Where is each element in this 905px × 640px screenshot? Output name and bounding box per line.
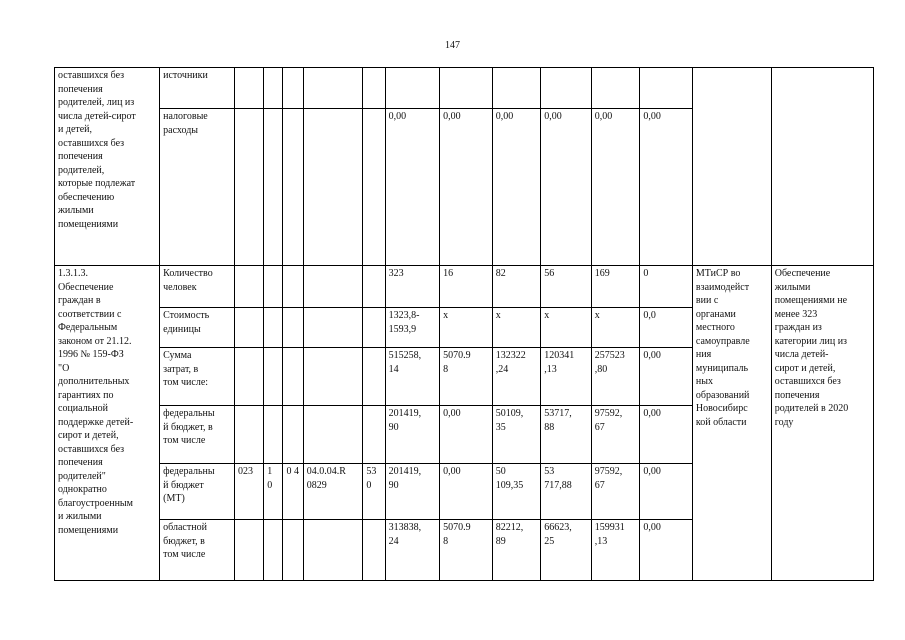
- text-line: Обеспечение: [58, 281, 114, 293]
- text-line: благоустроенным: [58, 497, 133, 509]
- code-cell: [363, 406, 385, 464]
- value-line: 0,00: [495, 111, 514, 122]
- text-line: жилыми: [774, 281, 811, 293]
- value-line: 0,00: [643, 466, 661, 477]
- code-cell: [303, 308, 363, 348]
- text-line: органами: [695, 308, 736, 320]
- value-line: 53: [544, 466, 555, 477]
- text-line: соответствии с: [58, 308, 122, 320]
- text-line: оставшихся без: [58, 137, 125, 149]
- text-line: обеспечению: [58, 191, 115, 203]
- value-line: 24: [388, 535, 399, 547]
- text-line: взаимодейст: [695, 281, 750, 293]
- text-line: образований: [695, 389, 750, 401]
- text-line: помещениями: [58, 218, 119, 230]
- value-line: ,13: [594, 535, 608, 547]
- text-line: областной: [163, 522, 207, 533]
- text-line: поддержке детей-: [58, 416, 134, 428]
- value-cell: [492, 348, 541, 406]
- value-cell: [492, 520, 541, 581]
- text-line: "О: [58, 362, 70, 374]
- code-cell: [283, 109, 303, 266]
- value-cell: [591, 348, 640, 406]
- value-cell: [591, 308, 640, 348]
- text-line: сирот и детей,: [774, 362, 836, 374]
- text-line: родителей, лиц из: [58, 97, 135, 108]
- text-line: сирот и детей,: [58, 430, 119, 441]
- text-line: однократно: [58, 484, 107, 495]
- value-cell: [591, 109, 640, 266]
- code-cell: [283, 406, 303, 464]
- text-line: том числе: [163, 549, 206, 560]
- code-cell: [283, 308, 303, 348]
- value-line: 201419,: [388, 408, 422, 419]
- value-cell: [385, 109, 440, 266]
- text-line: й бюджет: [163, 479, 204, 491]
- value-cell: [640, 348, 693, 406]
- value-line: 5070.9: [443, 350, 471, 361]
- indicator-cell: [160, 68, 235, 109]
- value-cell: [541, 464, 592, 520]
- value-cell: [591, 520, 640, 581]
- value-cell: [492, 68, 541, 109]
- value-line: ,24: [495, 363, 509, 375]
- text-line: том числе:: [163, 377, 209, 388]
- page-number: 147: [445, 40, 460, 51]
- text-line: оставшихся без: [774, 376, 841, 387]
- value-cell: [640, 464, 693, 520]
- value-line: 66623,: [544, 522, 572, 533]
- value-line: 0,00: [388, 111, 407, 122]
- result-cell: [771, 266, 873, 581]
- value-cell: [640, 308, 693, 348]
- value-line: 159931: [594, 522, 625, 533]
- value-cell: [440, 520, 493, 581]
- value-line: х: [544, 310, 550, 321]
- value-line: 0: [643, 268, 649, 279]
- text-line: самоуправле: [695, 335, 750, 347]
- value-line: 67: [594, 421, 605, 433]
- value-line: 1323,8-: [388, 310, 420, 321]
- value-line: 53717,: [544, 408, 572, 419]
- text-line: Количество: [163, 268, 213, 279]
- program-table: [54, 67, 874, 581]
- text-line: человек: [163, 281, 197, 293]
- code-cell: [283, 464, 303, 520]
- code-cell: [264, 68, 283, 109]
- value-cell: [541, 406, 592, 464]
- text-line: попечения: [58, 151, 103, 162]
- value-line: 97592,: [594, 466, 623, 477]
- code-cell: [303, 266, 363, 308]
- value-cell: [385, 406, 440, 464]
- text-line: родителей,: [58, 164, 105, 176]
- value-line: 201419,: [388, 466, 422, 477]
- value-line: 313838,: [388, 522, 422, 533]
- text-line: помещениями: [58, 524, 119, 536]
- value-cell: [440, 406, 493, 464]
- value-line: ,80: [594, 363, 608, 375]
- value-cell: [492, 464, 541, 520]
- code-cell: [234, 308, 263, 348]
- value-line: 1593,9: [388, 323, 417, 335]
- code-cell: [264, 109, 283, 266]
- text-line: налоговые: [163, 111, 208, 122]
- value-cell: [640, 406, 693, 464]
- value-cell: [640, 266, 693, 308]
- text-line: муниципаль: [695, 362, 749, 374]
- code-cell: [303, 464, 363, 520]
- text-line: й бюджет, в: [163, 421, 213, 433]
- text-line: гарантиях по: [58, 389, 114, 401]
- table-row: [55, 68, 874, 109]
- code-cell: [234, 348, 263, 406]
- indicator-cell: [160, 520, 235, 581]
- text-line: (МТ): [163, 493, 185, 504]
- text-line: категории лиц из: [774, 335, 847, 347]
- text-line: оставшихся без: [58, 70, 125, 81]
- value-cell: [640, 520, 693, 581]
- code-cell: [283, 348, 303, 406]
- text-line: вии с: [695, 295, 719, 306]
- value-cell: [492, 308, 541, 348]
- value-cell: [591, 406, 640, 464]
- value-cell: [440, 266, 493, 308]
- text-line: бюджет, в: [163, 535, 205, 547]
- text-line: граждан из: [774, 322, 822, 333]
- value-cell: [541, 68, 592, 109]
- value-line: 8: [443, 363, 449, 375]
- value-cell: [385, 348, 440, 406]
- code-cell: [363, 464, 385, 520]
- code-cell: [264, 406, 283, 464]
- value-line: 0,00: [594, 111, 613, 122]
- code-cell: [303, 68, 363, 109]
- text-line: 1996 № 159-ФЗ: [58, 349, 124, 360]
- value-cell: [492, 266, 541, 308]
- code-cell: [283, 68, 303, 109]
- executor-cell: [692, 266, 771, 581]
- code-cell: [363, 308, 385, 348]
- executor-cell: [692, 68, 771, 266]
- text-line: числа детей-: [774, 349, 829, 360]
- value-line: 132322: [495, 350, 526, 361]
- code-cell: [303, 109, 363, 266]
- text-line: году: [774, 416, 794, 428]
- code-cell: [234, 266, 263, 308]
- table-row: [55, 266, 874, 308]
- value-cell: [385, 520, 440, 581]
- code-cell: [363, 520, 385, 581]
- value-cell: [492, 406, 541, 464]
- value-line: 515258,: [388, 350, 422, 361]
- code-line: 023: [237, 466, 253, 477]
- value-line: 109,35: [495, 479, 524, 491]
- indicator-cell: [160, 406, 235, 464]
- value-line: 257523: [594, 350, 625, 361]
- text-line: родителей в 2020: [774, 403, 849, 414]
- value-line: 90: [388, 421, 399, 433]
- value-line: 97592,: [594, 408, 623, 419]
- code-cell: [363, 348, 385, 406]
- code-line: 04.0.04.R 0829: [306, 466, 346, 491]
- value-line: х: [594, 310, 600, 321]
- value-line: 89: [495, 535, 506, 547]
- value-line: 0,00: [643, 111, 661, 122]
- code-cell: [303, 406, 363, 464]
- value-line: 25: [544, 535, 555, 547]
- value-cell: [440, 348, 493, 406]
- code-cell: [264, 464, 283, 520]
- code-cell: [234, 520, 263, 581]
- code-cell: [283, 266, 303, 308]
- text-line: федеральны: [163, 408, 215, 419]
- value-line: 14: [388, 363, 399, 375]
- text-line: законом от 21.12.: [58, 335, 132, 347]
- value-line: 0,00: [443, 111, 461, 122]
- code-cell: [234, 406, 263, 464]
- text-line: 1.3.1.3.: [58, 268, 88, 279]
- code-cell: [363, 68, 385, 109]
- value-line: х: [443, 310, 449, 321]
- code-cell: [303, 520, 363, 581]
- text-line: попечения: [58, 457, 103, 468]
- text-line: которые подлежат: [58, 178, 136, 189]
- value-line: 717,88: [544, 479, 572, 491]
- code-cell: [303, 348, 363, 406]
- value-cell: [385, 266, 440, 308]
- text-line: кой области: [695, 416, 747, 428]
- text-line: попечения: [58, 83, 103, 95]
- text-line: Сумма: [163, 350, 192, 361]
- text-line: ния: [695, 349, 712, 360]
- code-cell: [363, 109, 385, 266]
- text-line: источники: [163, 70, 208, 81]
- text-line: Новосибирс: [695, 403, 748, 414]
- value-cell: [640, 68, 693, 109]
- value-line: 35: [495, 421, 506, 433]
- text-line: дополнительных: [58, 376, 130, 387]
- value-cell: [385, 68, 440, 109]
- text-line: затрат, в: [163, 363, 199, 375]
- text-line: оставшихся без: [58, 443, 125, 455]
- text-line: граждан в: [58, 295, 101, 306]
- text-line: единицы: [163, 323, 201, 335]
- value-line: 169: [594, 268, 610, 279]
- measure-name-cell: [55, 68, 160, 266]
- value-cell: [440, 308, 493, 348]
- value-line: 0,00: [544, 111, 562, 122]
- code-cell: [283, 520, 303, 581]
- indicator-cell: [160, 308, 235, 348]
- text-line: менее 323: [774, 308, 818, 320]
- code-line: 53 0: [366, 466, 377, 491]
- value-cell: [385, 308, 440, 348]
- value-line: 0,00: [643, 408, 661, 419]
- value-line: 82: [495, 268, 506, 279]
- code-cell: [234, 109, 263, 266]
- indicator-cell: [160, 464, 235, 520]
- value-line: 56: [544, 268, 555, 279]
- value-cell: [541, 348, 592, 406]
- code-cell: [264, 348, 283, 406]
- text-line: ных: [695, 376, 713, 387]
- text-line: и детей,: [58, 124, 93, 135]
- code-cell: [264, 266, 283, 308]
- text-line: том числе: [163, 435, 206, 446]
- code-cell: [264, 520, 283, 581]
- code-cell: [264, 308, 283, 348]
- code-line: 1 0: [267, 466, 273, 491]
- code-cell: [363, 266, 385, 308]
- code-line: 0 4: [286, 466, 299, 477]
- text-line: попечения: [774, 389, 820, 401]
- text-line: числа детей-сирот: [58, 110, 136, 122]
- value-cell: [541, 266, 592, 308]
- indicator-cell: [160, 348, 235, 406]
- text-line: МТиСР во: [695, 268, 741, 279]
- value-line: 90: [388, 479, 399, 491]
- value-cell: [541, 520, 592, 581]
- text-line: родителей": [58, 470, 106, 482]
- text-line: Стоимость: [163, 310, 210, 321]
- value-line: 16: [443, 268, 454, 279]
- value-line: 120341: [544, 350, 575, 361]
- result-cell: [771, 68, 873, 266]
- code-cell: [234, 68, 263, 109]
- value-line: 82212,: [495, 522, 524, 533]
- text-line: жилыми: [58, 205, 94, 216]
- value-line: 5070.9: [443, 522, 471, 533]
- indicator-cell: [160, 266, 235, 308]
- value-line: 50: [495, 466, 506, 477]
- value-line: 50109,: [495, 408, 524, 419]
- value-line: 8: [443, 535, 449, 547]
- value-cell: [492, 109, 541, 266]
- value-cell: [591, 68, 640, 109]
- value-line: 0,00: [443, 466, 461, 477]
- text-line: местного: [695, 322, 735, 333]
- text-line: социальной: [58, 403, 108, 414]
- measure-name-cell: [55, 266, 160, 581]
- value-line: 88: [544, 421, 555, 433]
- code-cell: [234, 464, 263, 520]
- text-line: расходы: [163, 124, 199, 136]
- value-cell: [440, 68, 493, 109]
- value-cell: [385, 464, 440, 520]
- value-line: 0,00: [643, 350, 661, 361]
- value-cell: [541, 109, 592, 266]
- value-line: 323: [388, 268, 404, 279]
- indicator-cell: [160, 109, 235, 266]
- value-cell: [591, 464, 640, 520]
- value-line: 0,0: [643, 310, 656, 321]
- value-line: х: [495, 310, 501, 321]
- value-line: 67: [594, 479, 605, 491]
- value-line: 0,00: [443, 408, 461, 419]
- text-line: и жилыми: [58, 511, 102, 522]
- value-line: ,13: [544, 363, 557, 375]
- text-line: Федеральным: [58, 322, 118, 333]
- text-line: Обеспечение: [774, 268, 831, 279]
- text-line: федеральны: [163, 466, 215, 477]
- value-cell: [541, 308, 592, 348]
- value-cell: [440, 464, 493, 520]
- text-line: помещениями не: [774, 295, 848, 306]
- value-cell: [591, 266, 640, 308]
- value-cell: [640, 109, 693, 266]
- value-line: 0,00: [643, 522, 661, 533]
- value-cell: [440, 109, 493, 266]
